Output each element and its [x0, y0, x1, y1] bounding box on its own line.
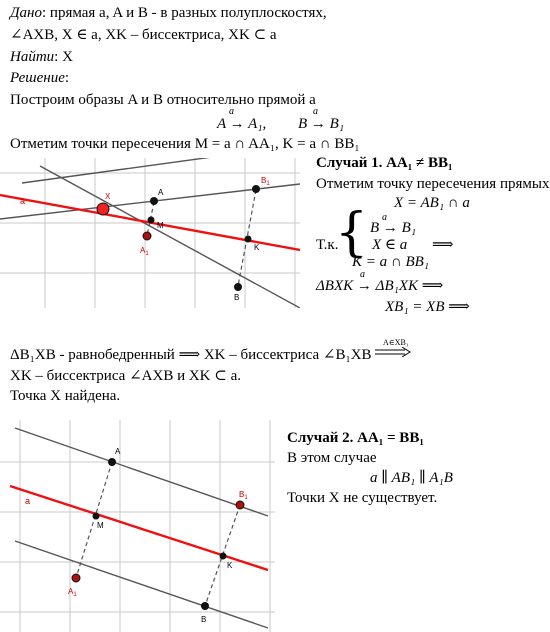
- line-a1b: [15, 541, 268, 628]
- label-a-line: a: [20, 196, 26, 206]
- label-a1: $A_1$: [140, 246, 149, 257]
- case1-tri: ΔBXK → ΔB₁XK ⟹: [316, 278, 444, 294]
- case1-tri-over: a: [360, 269, 365, 280]
- solution-heading: [10, 69, 69, 87]
- point-b: [201, 602, 209, 610]
- conclusion-text-1: ΔB₁XB - равнобедренный ⟹ XK – биссектриса ∠B₁XB: [10, 347, 372, 363]
- given-label: Дано: [10, 5, 42, 21]
- conclusion-line-3: Точка X найдена.: [10, 388, 121, 404]
- line-xa1-b: [40, 166, 300, 308]
- case1-implies: ⟹: [432, 237, 454, 253]
- case1-line-2: X = AB₁ ∩ a: [394, 195, 470, 211]
- case1-brace: {: [335, 203, 369, 263]
- label-a-line: a: [25, 496, 31, 506]
- point-k: [220, 553, 227, 560]
- case1-cond1: B → B₁: [370, 220, 417, 236]
- case1-tk: Т.к.: [316, 237, 339, 253]
- label-k: K: [227, 561, 233, 570]
- label-a: A: [115, 447, 121, 456]
- label-b: B: [201, 615, 207, 624]
- case2-line-3: Точки X не существует.: [287, 490, 438, 506]
- case2-title: Случай 2. AA₁ = BB₁: [287, 430, 424, 446]
- map-b: B → B₁: [298, 116, 345, 132]
- conclusion-line-2: XK – биссектриса ∠AXB и XK ⊂ a.: [10, 368, 241, 384]
- conclusion-line-1: [10, 346, 411, 364]
- map-a-over: a: [229, 106, 234, 117]
- find-line: [10, 48, 73, 66]
- case1-cond2: X ∈ a: [372, 237, 408, 253]
- point-x: [97, 203, 109, 215]
- conclusion-arrow-label: A∈XB₁: [383, 338, 409, 347]
- given-line-2: ∠AXB, X ∈ a, XK – биссектриса, XK ⊂ a: [10, 27, 277, 43]
- case1-title: Случай 1. AA₁ ≠ BB₁: [316, 155, 453, 171]
- figure-case1: [0, 158, 300, 308]
- label-b1: $B_1$: [239, 490, 248, 501]
- point-a1: [143, 232, 151, 240]
- case1-eq: XB₁ = XB ⟹: [385, 299, 470, 315]
- solution-colon: :: [64, 70, 70, 86]
- case2-line-1: В этом случае: [287, 450, 377, 466]
- label-a1: $A_1$: [68, 587, 77, 598]
- figure-case2: [0, 420, 275, 632]
- point-b1: [252, 185, 260, 193]
- point-m: [93, 513, 100, 520]
- solution-line-2: Отметим точки пересечения M = a ∩ AA₁, K = a ∩ BB₁: [10, 136, 360, 152]
- line-a: [10, 486, 268, 570]
- point-m: [148, 217, 155, 224]
- point-a: [150, 197, 158, 205]
- solution-label: Решение: [10, 70, 65, 86]
- case1-cond3: K = a ∩ BB₁: [352, 254, 429, 270]
- given-line-1: [10, 4, 327, 22]
- find-label: Найти: [10, 49, 55, 65]
- point-b: [234, 283, 242, 291]
- point-k: [245, 236, 252, 243]
- given-text-1: : прямая a, A и B - в разных полуплоскостях,: [42, 5, 327, 21]
- figure2-grid: [0, 420, 275, 632]
- long-implies-arrow: [375, 344, 411, 362]
- case2-line-2: a ∥ AB₁ ∥ A₁B: [370, 470, 453, 486]
- case1-cond1-over: a: [382, 212, 387, 223]
- find-value: : X: [54, 49, 73, 65]
- case1-line-1: Отметим точку пересечения прямых: [316, 176, 550, 192]
- label-b1: $B_1$: [261, 176, 270, 187]
- label-k: K: [254, 243, 260, 252]
- map-a: A → A₁,: [217, 116, 267, 132]
- map-b-over: a: [313, 106, 318, 117]
- point-a: [108, 458, 116, 466]
- point-a1: [72, 574, 80, 582]
- point-b1: [236, 501, 244, 509]
- line-ab1: [15, 428, 268, 516]
- label-m: M: [157, 221, 164, 230]
- label-m: M: [97, 521, 104, 530]
- label-a: A: [158, 188, 164, 197]
- solution-line-1: Построим образы A и B относительно прямой a: [10, 92, 316, 108]
- segment-aa1: [76, 462, 112, 578]
- label-x: X: [105, 192, 111, 201]
- label-b: B: [234, 293, 240, 302]
